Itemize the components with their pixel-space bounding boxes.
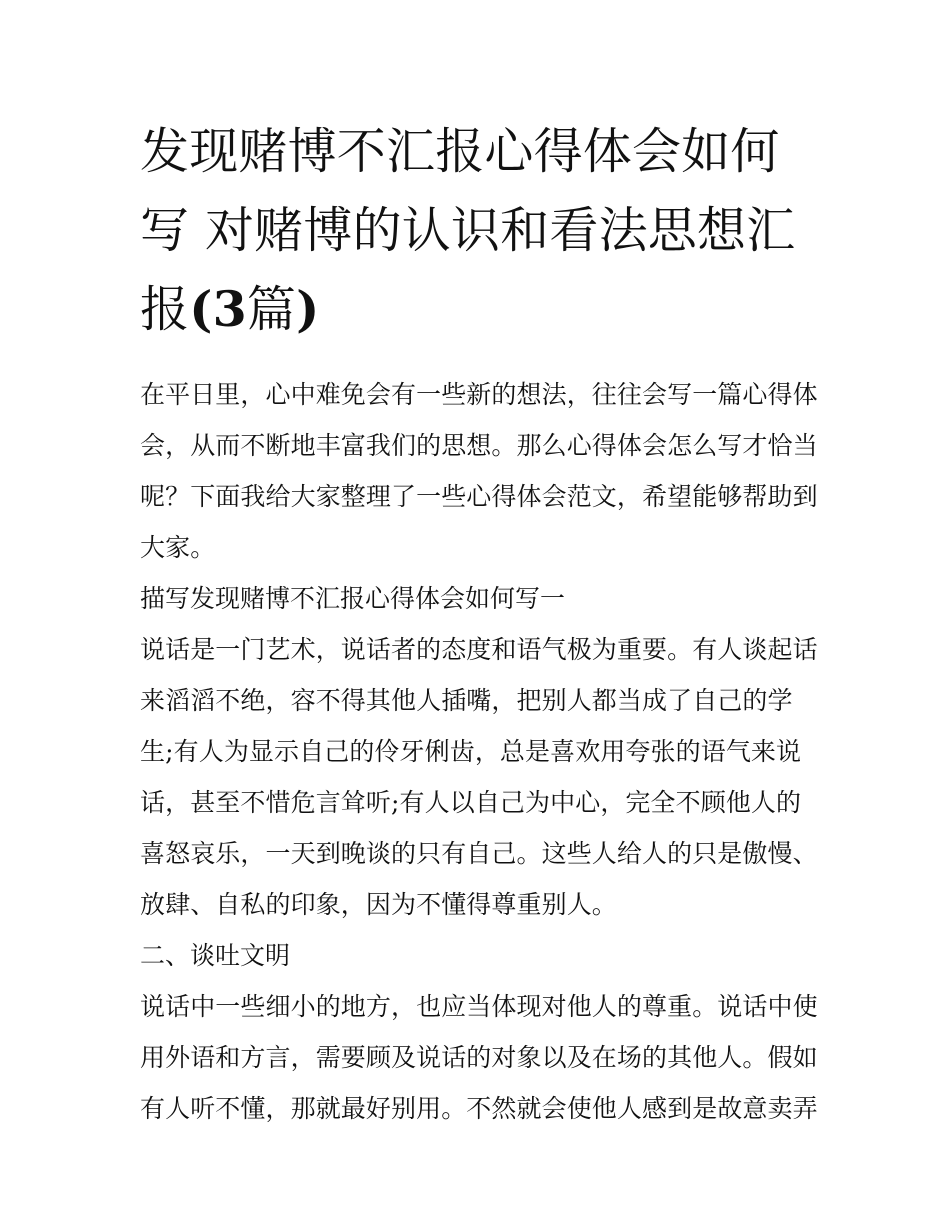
paragraph-line: 会，从而不断地丰富我们的思想。那么心得体会怎么写才恰当 bbox=[140, 431, 818, 460]
document-title bbox=[140, 112, 820, 349]
body-paragraph-2 bbox=[140, 981, 820, 1134]
title-text-bao: 报 bbox=[140, 281, 190, 338]
heading-text: 描写发现赌博不汇报心得体会如何写一 bbox=[140, 584, 566, 613]
body-paragraph-1 bbox=[140, 624, 820, 930]
document-body bbox=[140, 369, 820, 1134]
paragraph-line: 放肆、自私的印象，因为不懂得尊重别人。 bbox=[140, 890, 617, 919]
paragraph-line: 来滔滔不绝，容不得其他人插嘴，把别人都当成了自己的学 bbox=[140, 686, 793, 715]
paragraph-line: 大家。 bbox=[140, 533, 216, 562]
intro-paragraph bbox=[140, 369, 820, 573]
paragraph-line: 有人听不懂，那就最好别用。不然就会使他人感到是故意卖弄 bbox=[140, 1094, 818, 1123]
title-count-suffix: ) bbox=[296, 280, 320, 338]
title-line-1: 发现赌博不汇报心得体会如何 bbox=[140, 123, 780, 180]
title-count-prefix: (3 bbox=[189, 280, 247, 338]
paragraph-line: 喜怒哀乐，一天到晚谈的只有自己。这些人给人的只是傲慢、 bbox=[140, 839, 818, 868]
paragraph-line: 呢？下面我给大家整理了一些心得体会范文，希望能够帮助到 bbox=[140, 482, 818, 511]
document-content bbox=[140, 112, 820, 1134]
heading-text: 二、谈吐文明 bbox=[140, 941, 291, 970]
paragraph-line: 说话中一些细小的地方，也应当体现对他人的尊重。说话中使 bbox=[140, 992, 818, 1021]
paragraph-line: 生;有人为显示自己的伶牙俐齿，总是喜欢用夸张的语气来说 bbox=[140, 737, 802, 766]
paragraph-line: 话，甚至不惜危言耸听;有人以自己为中心，完全不顾他人的 bbox=[140, 788, 802, 817]
paragraph-line: 在平日里，心中难免会有一些新的想法，往往会写一篇心得体 bbox=[140, 380, 818, 409]
paragraph-line: 用外语和方言，需要顾及说话的对象以及在场的其他人。假如 bbox=[140, 1043, 818, 1072]
title-line-3 bbox=[140, 270, 820, 349]
title-line-2: 写 对赌博的认识和看法思想汇 bbox=[140, 202, 796, 259]
section-heading-1 bbox=[140, 573, 820, 624]
section-heading-2 bbox=[140, 930, 820, 981]
title-count-unit: 篇 bbox=[246, 281, 297, 338]
paragraph-line: 说话是一门艺术，说话者的态度和语气极为重要。有人谈起话 bbox=[140, 635, 818, 664]
